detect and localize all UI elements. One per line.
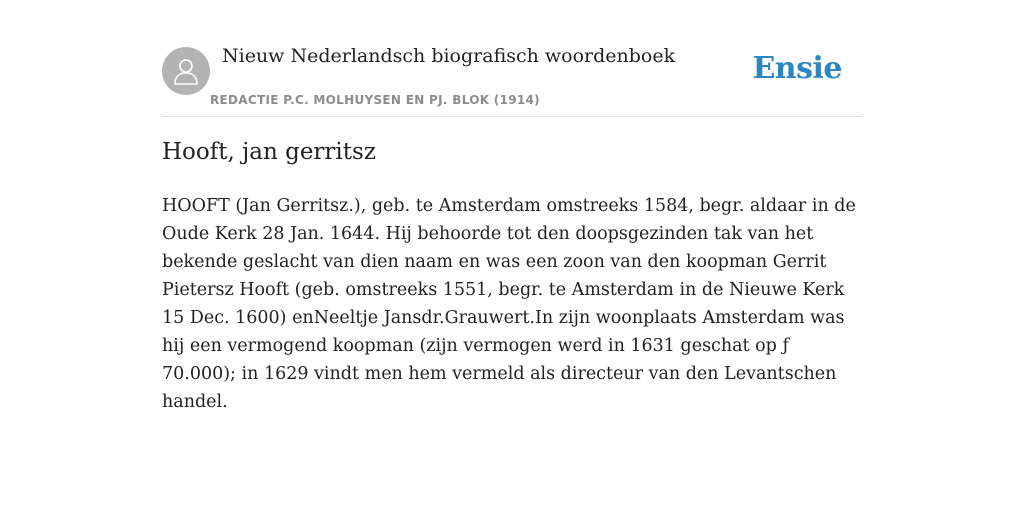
user-icon xyxy=(173,57,199,85)
ensie-logo[interactable]: Ensie xyxy=(752,51,842,86)
entry-title: Hooft, jan gerritsz xyxy=(162,139,376,165)
avatar[interactable] xyxy=(162,47,210,95)
source-header xyxy=(162,40,862,117)
entry-body: HOOFT (Jan Gerritsz.), geb. te Amsterdam omstreeks 1584, begr. aldaar in de Oude Kerk 28 Jan. 1644. Hij behoorde tot den doopsgezinden tak van het bekende geslacht van dien naam en was een zoon van den koopman Gerrit Pietersz Hooft (geb. omstreeks 1551, begr. te Amsterdam in de Nieuwe Kerk 15 Dec. 1600) enNeeltje Jansdr.Grauwert.In zijn woonplaats Amsterdam was hij een vermogend koopman (zijn vermogen werd in 1631 geschat op ƒ 70.000); in 1629 vindt men hem vermeld als directeur van den Levantschen handel. xyxy=(162,196,856,412)
source-title[interactable]: Nieuw Nederlandsch biografisch woordenboek xyxy=(222,45,676,67)
source-editors: REDACTIE P.C. MOLHUYSEN EN PJ. BLOK (1914) xyxy=(210,93,540,107)
